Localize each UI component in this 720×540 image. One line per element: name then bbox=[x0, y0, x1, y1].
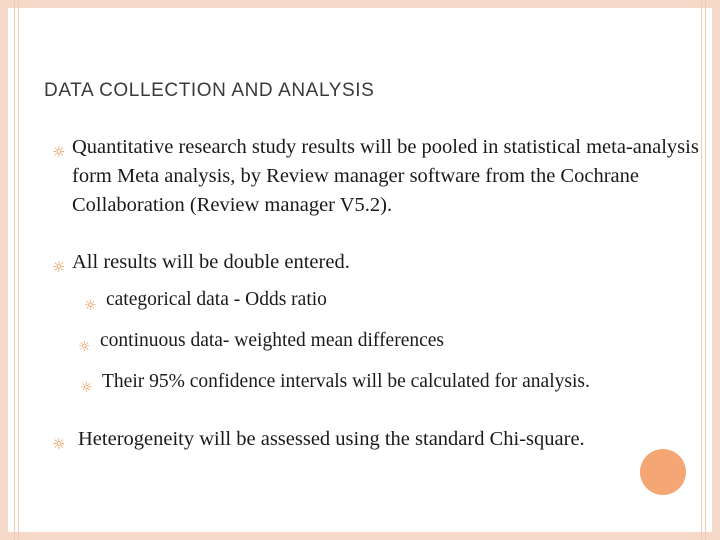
decorative-circle bbox=[640, 449, 686, 495]
orange-sub-bullet-icon: ☼ bbox=[78, 339, 91, 355]
slide-border-top bbox=[0, 0, 720, 8]
sub-bullet-item bbox=[84, 286, 327, 314]
slide-border-right bbox=[712, 0, 720, 540]
sub-bullet-item bbox=[80, 368, 590, 396]
slide-border-left bbox=[0, 0, 8, 540]
slide-title: DATA COLLECTION AND ANALYSIS bbox=[44, 80, 375, 101]
sub-bullet-text: continuous data- weighted mean differences bbox=[100, 330, 445, 351]
decorative-line bbox=[18, 0, 19, 540]
sub-bullet-item bbox=[78, 327, 445, 355]
orange-bullet-icon: ☼ bbox=[52, 258, 66, 276]
decorative-line bbox=[705, 0, 706, 540]
orange-sub-bullet-icon: ☼ bbox=[80, 380, 93, 396]
bullet-text: All results will be double entered. bbox=[72, 251, 350, 273]
bullet-text: Heterogeneity will be assessed using the standard Chi-square. bbox=[78, 428, 585, 450]
bullet-item bbox=[52, 133, 702, 220]
bullet-item bbox=[52, 248, 702, 277]
decorative-line bbox=[14, 0, 15, 540]
orange-sub-bullet-icon: ☼ bbox=[84, 298, 97, 314]
bullet-text: Quantitative research study results will be pooled in statistical meta-analysis form Meta analysis, by Review manager software from the Cochrane Collaboration (Review manager V5.2). bbox=[72, 136, 699, 216]
sub-bullet-text: categorical data - Odds ratio bbox=[106, 289, 327, 310]
orange-bullet-icon: ☼ bbox=[52, 143, 66, 161]
bullet-item bbox=[52, 425, 698, 454]
slide-border-bottom bbox=[0, 532, 720, 540]
orange-bullet-icon: ☼ bbox=[52, 435, 66, 453]
sub-bullet-text: Their 95% confidence intervals will be calculated for analysis. bbox=[102, 371, 590, 392]
